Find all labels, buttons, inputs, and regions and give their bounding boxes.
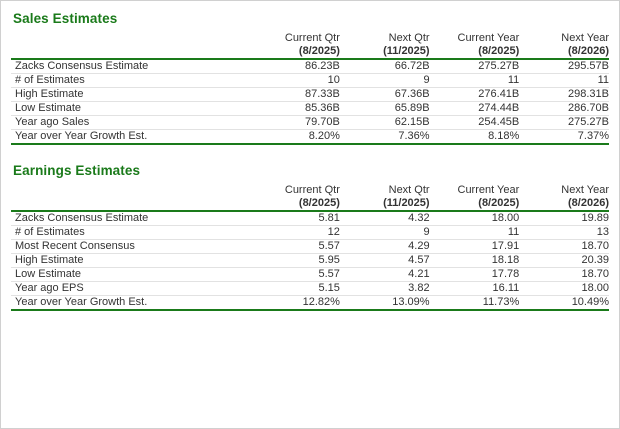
column-header-metric [11, 32, 250, 59]
row-label: Zacks Consensus Estimate [11, 211, 250, 226]
row-label: High Estimate [11, 254, 250, 268]
column-header-next-qtr-sub: (11/2025) [383, 197, 430, 209]
column-header-next-year-sub: (8/2026) [568, 45, 609, 57]
sales-estimates-section [1, 1, 619, 145]
row-value: 274.44B [430, 102, 520, 116]
table-row [11, 130, 609, 145]
column-header-current-qtr [250, 32, 340, 59]
row-label: # of Estimates [11, 74, 250, 88]
table-row [11, 226, 609, 240]
row-value: 5.81 [250, 211, 340, 226]
row-value: 12 [250, 226, 340, 240]
column-header-current-qtr-label: Current Qtr [284, 184, 340, 196]
row-value: 4.32 [340, 211, 430, 226]
column-header-current-year [430, 32, 520, 59]
row-value: 62.15B [340, 116, 430, 130]
row-value: 8.18% [430, 130, 520, 145]
row-value: 11 [519, 74, 609, 88]
row-value: 5.15 [250, 282, 340, 296]
row-value: 11 [430, 74, 520, 88]
row-value: 7.37% [519, 130, 609, 145]
row-value: 79.70B [250, 116, 340, 130]
row-value: 4.29 [340, 240, 430, 254]
column-header-next-year [519, 184, 609, 211]
row-value: 19.89 [519, 211, 609, 226]
row-label: Year over Year Growth Est. [11, 130, 250, 145]
row-value: 87.33B [250, 88, 340, 102]
table-row [11, 211, 609, 226]
column-header-next-qtr-sub: (11/2025) [383, 45, 430, 57]
section-spacer [1, 145, 619, 153]
row-value: 275.27B [430, 59, 520, 74]
row-value: 298.31B [519, 88, 609, 102]
row-value: 16.11 [430, 282, 520, 296]
row-value: 9 [340, 74, 430, 88]
row-value: 18.00 [519, 282, 609, 296]
column-header-current-qtr-sub: (8/2025) [298, 45, 340, 57]
earnings-estimates-table [11, 184, 609, 311]
column-header-next-qtr [340, 184, 430, 211]
earnings-estimates-title: Earnings Estimates [13, 163, 141, 178]
row-label: Most Recent Consensus [11, 240, 250, 254]
column-header-current-year-label: Current Year [457, 184, 520, 196]
row-value: 275.27B [519, 116, 609, 130]
row-value: 11 [430, 226, 520, 240]
row-value: 67.36B [340, 88, 430, 102]
table-row [11, 296, 609, 311]
table-row [11, 282, 609, 296]
table-row [11, 116, 609, 130]
table-row [11, 254, 609, 268]
sales-estimates-table [11, 32, 609, 145]
table-header-row [11, 184, 609, 211]
row-value: 86.23B [250, 59, 340, 74]
row-value: 10.49% [519, 296, 609, 311]
row-value: 5.57 [250, 240, 340, 254]
row-value: 17.78 [430, 268, 520, 282]
row-value: 65.89B [340, 102, 430, 116]
row-label: Zacks Consensus Estimate [11, 59, 250, 74]
row-value: 85.36B [250, 102, 340, 116]
row-value: 17.91 [430, 240, 520, 254]
row-value: 254.45B [430, 116, 520, 130]
row-value: 8.20% [250, 130, 340, 145]
column-header-next-year-label: Next Year [561, 32, 609, 44]
column-header-next-year [519, 32, 609, 59]
table-row [11, 88, 609, 102]
table-row [11, 74, 609, 88]
row-value: 286.70B [519, 102, 609, 116]
column-header-current-qtr-label: Current Qtr [284, 32, 340, 44]
row-value: 4.21 [340, 268, 430, 282]
row-value: 18.70 [519, 240, 609, 254]
row-value: 11.73% [430, 296, 520, 311]
row-label: Low Estimate [11, 268, 250, 282]
row-value: 66.72B [340, 59, 430, 74]
row-label: Low Estimate [11, 102, 250, 116]
row-value: 18.18 [430, 254, 520, 268]
row-value: 295.57B [519, 59, 609, 74]
column-header-next-year-label: Next Year [561, 184, 609, 196]
column-header-next-qtr-label: Next Qtr [388, 184, 430, 196]
earnings-estimates-section [1, 153, 619, 311]
row-label: Year ago Sales [11, 116, 250, 130]
row-label: Year over Year Growth Est. [11, 296, 250, 311]
row-value: 276.41B [430, 88, 520, 102]
table-header-row [11, 32, 609, 59]
row-value: 13.09% [340, 296, 430, 311]
row-value: 5.95 [250, 254, 340, 268]
row-value: 9 [340, 226, 430, 240]
row-value: 20.39 [519, 254, 609, 268]
column-header-current-year-sub: (8/2025) [478, 197, 520, 209]
row-value: 3.82 [340, 282, 430, 296]
table-row [11, 102, 609, 116]
row-value: 18.00 [430, 211, 520, 226]
row-value: 5.57 [250, 268, 340, 282]
table-row [11, 268, 609, 282]
column-header-current-qtr-sub: (8/2025) [298, 197, 340, 209]
column-header-current-year-sub: (8/2025) [478, 45, 520, 57]
column-header-next-year-sub: (8/2026) [568, 197, 609, 209]
table-row [11, 59, 609, 74]
column-header-next-qtr-label: Next Qtr [388, 32, 430, 44]
row-value: 7.36% [340, 130, 430, 145]
row-value: 12.82% [250, 296, 340, 311]
row-label: High Estimate [11, 88, 250, 102]
column-header-current-year [430, 184, 520, 211]
column-header-current-year-label: Current Year [457, 32, 520, 44]
row-label: # of Estimates [11, 226, 250, 240]
column-header-current-qtr [250, 184, 340, 211]
row-value: 13 [519, 226, 609, 240]
column-header-next-qtr [340, 32, 430, 59]
row-label: Year ago EPS [11, 282, 250, 296]
table-row [11, 240, 609, 254]
row-value: 4.57 [340, 254, 430, 268]
row-value: 10 [250, 74, 340, 88]
column-header-metric [11, 184, 250, 211]
row-value: 18.70 [519, 268, 609, 282]
sales-estimates-title: Sales Estimates [13, 11, 118, 26]
